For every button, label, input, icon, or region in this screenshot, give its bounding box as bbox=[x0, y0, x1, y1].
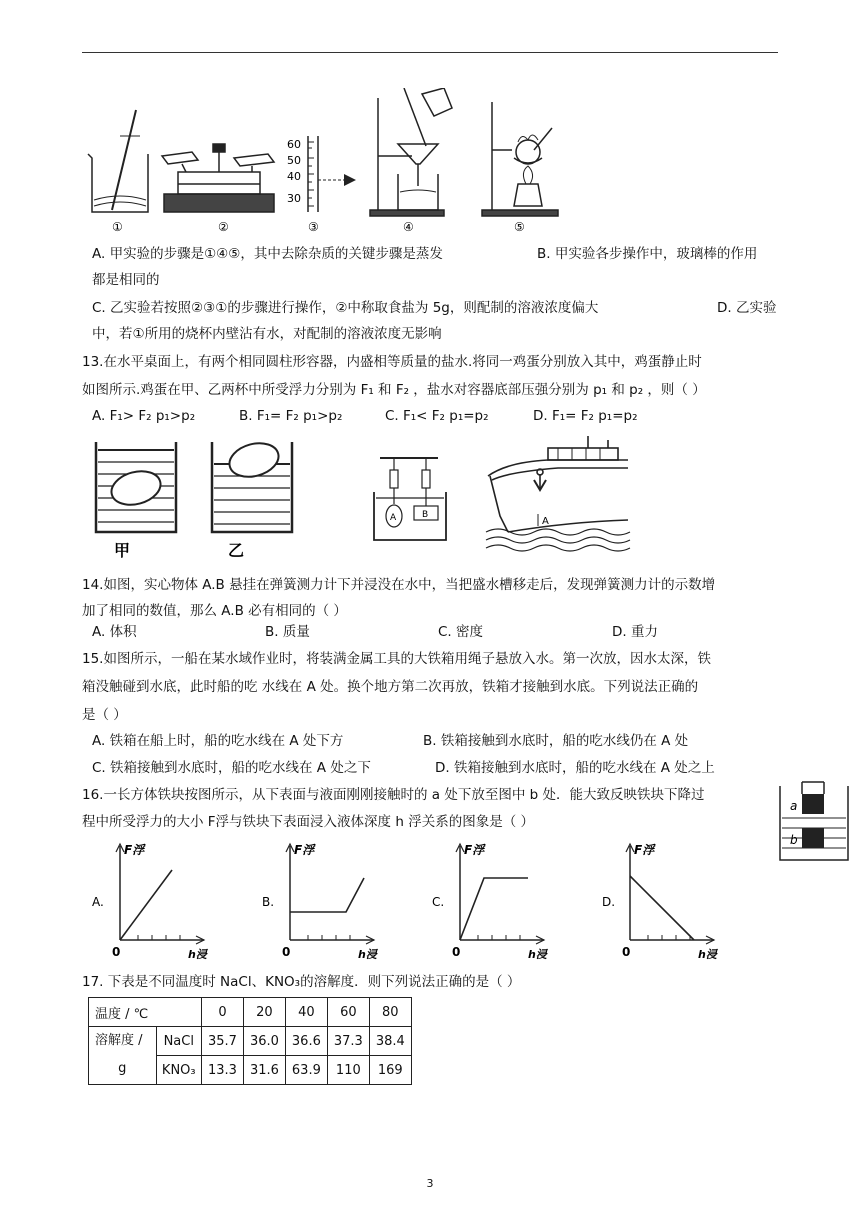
q12-option-d: D. 乙实验 bbox=[717, 300, 777, 316]
cylinder-tick-60: 60 bbox=[287, 138, 301, 151]
graph-curve bbox=[460, 878, 528, 940]
temp-cell: 80 bbox=[369, 998, 411, 1027]
lab-apparatus-figure bbox=[82, 88, 562, 236]
container-jia bbox=[96, 442, 176, 532]
q16-stem-2: 程中所受浮力的大小 F浮与铁块下表面浸入液体深度 h 浮关系的图象是（ ） bbox=[82, 814, 534, 830]
q15-option-d: D. 铁箱接触到水底时，船的吃水线在 A 处之上 bbox=[435, 760, 715, 776]
spring-scale-setup bbox=[374, 458, 446, 540]
q13-stem-1: 13.在水平桌面上，有两个相同圆柱形容器，内盛相等质量的盐水.将同一鸡蛋分别放入其中，鸡蛋静止时 bbox=[82, 354, 702, 370]
fig-label-1: ① bbox=[112, 220, 123, 234]
graph-y-label: F浮 bbox=[634, 843, 655, 857]
q12-option-d-cont: 中，若①所用的烧杯内壁沾有水，对配制的溶液浓度无影响 bbox=[92, 326, 442, 342]
graph-y-label: F浮 bbox=[294, 843, 315, 857]
temp-cell: 60 bbox=[327, 998, 369, 1027]
fig-label-b: b bbox=[790, 833, 798, 847]
ship-waterline-a: A bbox=[542, 516, 549, 527]
graph-option-label: A. bbox=[92, 895, 104, 909]
graph-origin: 0 bbox=[452, 945, 461, 959]
temp-cell: 40 bbox=[285, 998, 327, 1027]
q15-option-b: B. 铁箱接触到水底时，船的吃水线仍在 A 处 bbox=[423, 733, 689, 749]
table-cell: 110 bbox=[327, 1056, 369, 1085]
q16-graphs bbox=[88, 840, 728, 968]
temp-header: 温度 / ℃ bbox=[89, 998, 202, 1027]
q15-option-a: A. 铁箱在船上时，船的吃水线在 A 处下方 bbox=[92, 733, 344, 749]
fig-label-2: ② bbox=[218, 220, 229, 234]
graph-c bbox=[432, 843, 549, 961]
graph-x-label: h浸 bbox=[698, 948, 717, 961]
q13-option-a: A. F₁> F₂ p₁>p₂ bbox=[92, 408, 196, 424]
solubility-label-line1: 溶解度 / bbox=[95, 1033, 143, 1048]
q14-stem-2: 加了相同的数值，那么 A.B 必有相同的（ ） bbox=[82, 603, 347, 619]
header-rule bbox=[82, 52, 778, 53]
graph-option-label: D. bbox=[602, 895, 616, 909]
graph-x-label: h浸 bbox=[188, 948, 207, 961]
q12-option-b: B. 甲实验各步操作中，玻璃棒的作用 bbox=[537, 246, 758, 262]
table-cell: 36.0 bbox=[243, 1027, 285, 1056]
table-cell: 169 bbox=[369, 1056, 411, 1085]
iron-block-a bbox=[802, 794, 824, 814]
block-a-label: A bbox=[390, 513, 397, 523]
temp-cell: 0 bbox=[202, 998, 244, 1027]
filtration-setup bbox=[370, 88, 452, 216]
q15-stem-3: 是（ ） bbox=[82, 707, 127, 723]
table-cell: 38.4 bbox=[369, 1027, 411, 1056]
page-number: 3 bbox=[426, 1177, 434, 1190]
graph-b bbox=[262, 843, 379, 961]
label-jia: 甲 bbox=[114, 541, 131, 560]
q14-stem-1: 14.如图，实心物体 A.B 悬挂在弹簧测力计下并浸没在水中，当把盛水槽移走后，发现弹簧测力计的示数增 bbox=[82, 577, 716, 593]
q12-option-b-cont: 都是相同的 bbox=[92, 272, 160, 288]
q15-stem-1: 15.如图所示，一船在某水域作业时，将装满金属工具的大铁箱用绳子悬放入水。第一次放，因水太深，铁 bbox=[82, 651, 711, 667]
fig-label-5: ⑤ bbox=[514, 220, 525, 234]
cylinder-tick-50: 50 bbox=[287, 154, 301, 167]
eye-icon bbox=[344, 174, 356, 186]
evaporation-setup bbox=[482, 102, 558, 216]
q14-option-b: B. 质量 bbox=[265, 624, 310, 640]
ship-figure bbox=[486, 436, 630, 551]
graph-curve bbox=[120, 870, 172, 940]
graph-origin: 0 bbox=[112, 945, 121, 959]
container-yi bbox=[212, 438, 292, 532]
graph-option-label: B. bbox=[262, 895, 275, 909]
q13-option-c: C. F₁< F₂ p₁=p₂ bbox=[385, 408, 489, 424]
q13-option-d: D. F₁= F₂ p₁=p₂ bbox=[533, 408, 638, 424]
substance-kno3: KNO₃ bbox=[156, 1056, 201, 1085]
table-cell: 31.6 bbox=[243, 1056, 285, 1085]
q16-stem-1: 16.一长方体铁块按图所示，从下表面与液面刚刚接触时的 a 处下放至图中 b 处．能大致反映铁块下降过 bbox=[82, 787, 705, 803]
graph-curve bbox=[290, 878, 364, 912]
graph-x-label: h浸 bbox=[358, 948, 377, 961]
label-yi: 乙 bbox=[228, 541, 245, 560]
measuring-cylinder bbox=[287, 136, 356, 212]
graph-a bbox=[92, 843, 209, 961]
graph-y-label: F浮 bbox=[464, 843, 485, 857]
table-cell: 63.9 bbox=[285, 1056, 327, 1085]
table-cell: 35.7 bbox=[202, 1027, 244, 1056]
graph-y-label: F浮 bbox=[124, 843, 145, 857]
fig-label-a: a bbox=[790, 799, 798, 813]
q14-option-c: C. 密度 bbox=[438, 624, 484, 640]
temp-cell: 20 bbox=[243, 998, 285, 1027]
graph-d bbox=[602, 843, 719, 961]
solubility-table bbox=[88, 997, 412, 1085]
q12-option-a: A. 甲实验的步骤是①④⑤，其中去除杂质的关键步骤是蒸发 bbox=[92, 246, 443, 262]
table-cell: 36.6 bbox=[285, 1027, 327, 1056]
q17-stem: 17. 下表是不同温度时 NaCl、KNO₃的溶解度．则下列说法正确的是（ ） bbox=[82, 974, 521, 990]
substance-nacl: NaCl bbox=[156, 1027, 201, 1056]
fig-label-4: ④ bbox=[403, 220, 414, 234]
balance-scale bbox=[162, 144, 274, 212]
beaker-with-rod bbox=[88, 110, 148, 212]
q14-option-d: D. 重力 bbox=[612, 624, 658, 640]
graph-origin: 0 bbox=[282, 945, 291, 959]
q13-option-b: B. F₁= F₂ p₁>p₂ bbox=[239, 408, 343, 424]
q13-q14-q15-figures bbox=[88, 436, 638, 562]
q14-option-a: A. 体积 bbox=[92, 624, 137, 640]
fig-label-3: ③ bbox=[308, 220, 319, 234]
q16-beaker-figure bbox=[776, 780, 856, 866]
table-cell: 13.3 bbox=[202, 1056, 244, 1085]
graph-curve bbox=[630, 876, 694, 940]
q12-option-c: C. 乙实验若按照②③①的步骤进行操作，②中称取食盐为 5g，则配制的溶液浓度偏大 bbox=[92, 300, 599, 316]
q15-stem-2: 箱没触碰到水底，此时船的吃 水线在 A 处。换个地方第二次再放，铁箱才接触到水底。下列说法正确的 bbox=[82, 679, 699, 695]
cylinder-tick-40: 40 bbox=[287, 170, 301, 183]
graph-option-label: C. bbox=[432, 895, 445, 909]
solubility-label-line2: g bbox=[118, 1061, 127, 1076]
q15-option-c: C. 铁箱接触到水底时，船的吃水线在 A 处之下 bbox=[92, 760, 371, 776]
q13-stem-2: 如图所示.鸡蛋在甲、乙两杯中所受浮力分别为 F₁ 和 F₂ ，盐水对容器底部压强分别为 p₁ 和 p₂ ，则（ ） bbox=[82, 382, 706, 398]
block-b-label: B bbox=[422, 510, 429, 520]
iron-block-b bbox=[802, 828, 824, 848]
graph-origin: 0 bbox=[622, 945, 631, 959]
solubility-label bbox=[89, 1027, 157, 1085]
cylinder-tick-30: 30 bbox=[287, 192, 301, 205]
table-cell: 37.3 bbox=[327, 1027, 369, 1056]
graph-x-label: h浸 bbox=[528, 948, 547, 961]
